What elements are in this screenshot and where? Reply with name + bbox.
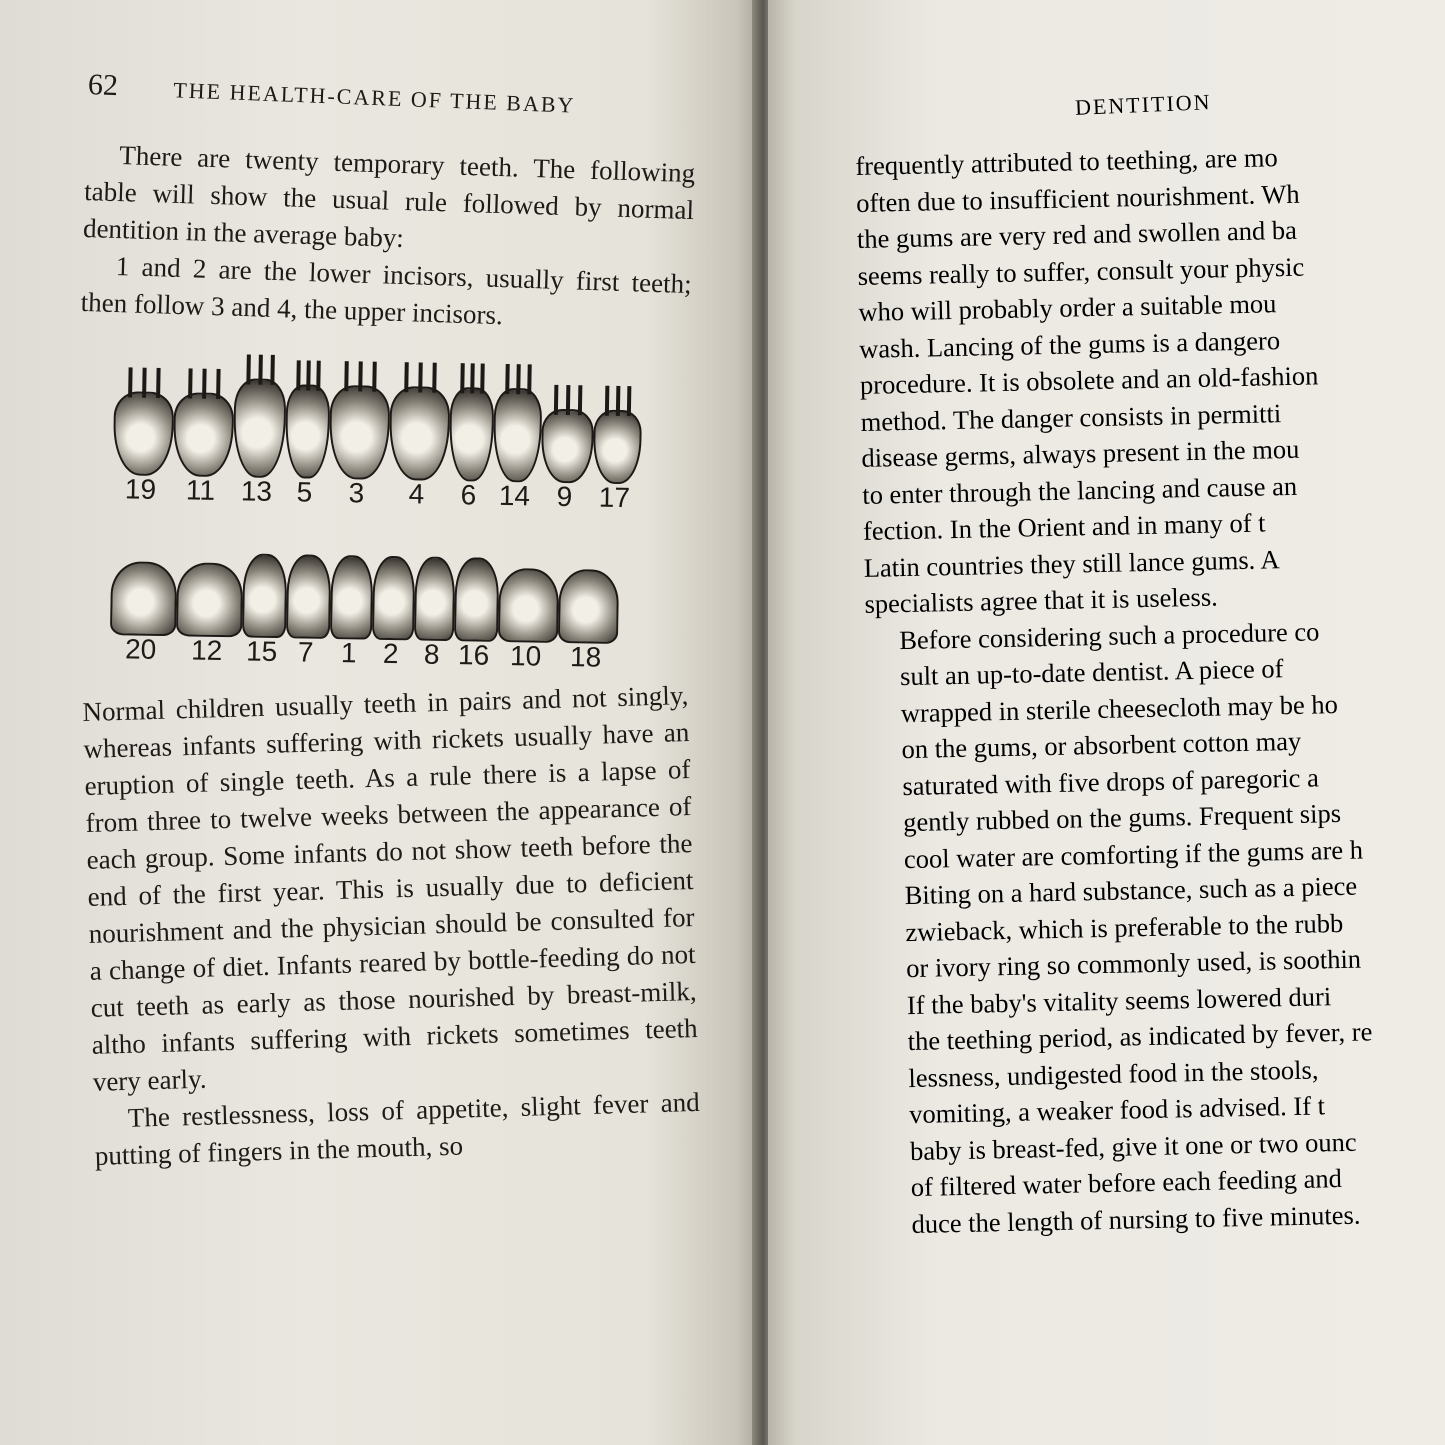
tooth-7	[286, 554, 331, 639]
tooth-root	[316, 361, 321, 391]
paragraph-dentist-advice	[865, 610, 1445, 1243]
tooth-16	[454, 557, 499, 642]
tooth-17	[593, 410, 642, 485]
tooth-root	[505, 364, 510, 394]
text-line: gently rubbed on the gums. Frequent sips	[902, 797, 1342, 838]
tooth-root	[188, 368, 193, 398]
tooth-label: 7	[297, 636, 314, 668]
tooth-root	[432, 363, 437, 393]
text-line: disease germs, always present in the mou	[861, 433, 1300, 473]
text-line: of filtered water before each feeding and	[910, 1163, 1343, 1203]
tooth-root	[216, 369, 221, 399]
text-line: If the baby's vitality seems lowered duri	[906, 980, 1332, 1020]
tooth-root	[616, 386, 621, 416]
text-line: often due to insufficient nourishment. Wh	[855, 178, 1300, 218]
tooth-label: 11	[185, 474, 216, 506]
tooth-20	[110, 561, 177, 636]
tooth-root	[554, 385, 559, 415]
text-line: to enter through the lancing and cause an	[861, 470, 1298, 510]
tooth-label: 8	[423, 638, 440, 670]
paragraph-teething-symptoms	[855, 135, 1445, 622]
paragraph-incisors: 1 and 2 are the lower incisors, usually first teeth; then follow 3 and 4, the upper incisors.	[80, 251, 693, 331]
tooth-root	[258, 355, 263, 385]
tooth-label: 14	[498, 479, 531, 512]
text-line: Latin countries they still lance gums. A	[863, 543, 1280, 583]
tooth-label: 19	[124, 473, 157, 505]
text-line: who will probably order a suitable mou	[858, 288, 1277, 327]
tooth-root	[156, 368, 161, 398]
tooth-label: 16	[457, 639, 490, 671]
tooth-root	[578, 385, 583, 415]
text-line: seems really to suffer, consult your physic	[857, 251, 1305, 291]
tooth-12	[176, 562, 243, 637]
tooth-6	[449, 387, 495, 482]
text-line: or ivory ring so commonly used, is soothin	[905, 943, 1362, 984]
left-running-head	[87, 68, 708, 126]
text-line: fection. In the Orient and in many of t	[862, 507, 1266, 546]
text-line: the teething period, as indicated by fever, re	[907, 1016, 1373, 1057]
text-line: wash. Lancing of the gums is a dangero	[858, 324, 1281, 364]
teeth-diagram	[110, 375, 675, 673]
tooth-root	[627, 386, 632, 416]
tooth-root	[202, 369, 207, 399]
tooth-root	[358, 361, 363, 391]
tooth-label: 4	[408, 478, 425, 510]
text-line: on the gums, or absorbent cotton may	[901, 725, 1302, 765]
teeth-row-lower	[109, 535, 671, 675]
right-page-text	[855, 135, 1445, 1242]
tooth-10	[498, 568, 559, 643]
tooth-root	[372, 362, 377, 392]
tooth-root	[566, 385, 571, 415]
tooth-label: 12	[190, 634, 223, 667]
teeth-row-upper	[112, 375, 674, 515]
tooth-root	[480, 364, 485, 394]
tooth-root	[246, 354, 251, 384]
tooth-root	[344, 361, 349, 391]
tooth-19	[113, 391, 174, 476]
tooth-18	[558, 569, 619, 644]
tooth-label: 1	[340, 637, 357, 669]
tooth-label: 15	[245, 635, 278, 668]
paragraph-teeth-count: There are twenty temporary teeth. The following table will show the usual rule followed by normal dentition in the average baby:	[82, 140, 696, 254]
tooth-3	[329, 385, 391, 480]
tooth-5	[285, 384, 331, 479]
text-line: lessness, undigested food in the stools,	[908, 1054, 1319, 1093]
tooth-root	[296, 360, 301, 390]
tooth-1	[330, 555, 373, 640]
right-running-title: DENTITION	[1074, 89, 1212, 120]
tooth-root	[142, 368, 147, 398]
tooth-root	[270, 355, 275, 385]
text-line: saturated with five drops of paregoric a	[902, 761, 1320, 801]
tooth-root	[605, 386, 610, 416]
text-line: Before considering such a procedure co	[898, 615, 1320, 655]
left-running-title: THE HEALTH-CARE OF THE BABY	[172, 77, 576, 118]
text-line: method. The danger consists in permitti	[860, 397, 1282, 437]
tooth-root	[306, 360, 311, 390]
text-line: vomiting, a weaker food is advised. If t	[908, 1090, 1326, 1130]
tooth-4	[389, 386, 451, 481]
tooth-root	[404, 362, 409, 392]
tooth-root	[516, 364, 521, 394]
text-line: specialists agree that it is useless.	[864, 581, 1219, 619]
tooth-label: 6	[460, 479, 477, 511]
tooth-root	[418, 362, 423, 392]
tooth-label: 13	[240, 475, 273, 507]
tooth-root	[128, 367, 133, 397]
text-line: duce the length of nursing to five minutes.	[911, 1199, 1361, 1239]
text-line: the gums are very red and swollen and ba	[856, 214, 1298, 254]
text-line: sult an up-to-date dentist. A piece of	[899, 653, 1284, 692]
paragraph-eruption: Normal children usually teeth in pairs and not singly, whereas infants suffering with rickets usually have an eruption of single teeth. As a rule there is a lapse of from three to twelve weeks between the appearance of each group. Some infants do not show teeth before the end of the first year. This is usually due to deficient nourishment and the physician should be consulted for a change of diet. Infants reared by bottle-feeding do not cut teeth as early as those nourished by breast-milk, altho infants suffering with rickets sometimes teeth very early.	[82, 680, 698, 1097]
tooth-root	[470, 363, 475, 393]
text-line: Biting on a hard substance, such as a piece	[904, 870, 1358, 911]
page-number: 62	[87, 68, 119, 103]
tooth-11	[173, 392, 234, 477]
text-line: procedure. It is obsolete and an old-fashion	[859, 360, 1319, 400]
left-top-text	[80, 136, 696, 340]
tooth-label: 5	[296, 476, 313, 508]
tooth-9	[541, 409, 594, 484]
tooth-root	[527, 364, 532, 394]
tooth-label: 2	[382, 637, 399, 670]
text-line: frequently attributed to teething, are mo	[855, 142, 1278, 181]
tooth-label: 10	[509, 640, 542, 672]
text-line: wrapped in sterile cheesecloth may be ho	[900, 688, 1339, 728]
tooth-label: 9	[556, 480, 573, 513]
text-line: baby is breast-fed, give it one or two ounc	[909, 1126, 1357, 1166]
tooth-2	[372, 556, 415, 641]
left-bottom-text	[82, 677, 701, 1175]
tooth-label: 3	[348, 477, 365, 509]
tooth-14	[493, 388, 543, 483]
tooth-root	[460, 363, 465, 393]
text-line: zwieback, which is preferable to the rubb	[905, 907, 1344, 947]
tooth-label: 20	[124, 633, 157, 665]
tooth-15	[242, 553, 287, 638]
tooth-13	[233, 378, 287, 478]
tooth-8	[414, 556, 455, 641]
tooth-label: 17	[598, 481, 631, 514]
text-line: cool water are comforting if the gums are h	[903, 834, 1364, 874]
paragraph-restlessness: The restlessness, loss of appetite, slight fever and putting of fingers in the mouth, so	[94, 1086, 701, 1171]
tooth-label: 18	[569, 641, 602, 673]
